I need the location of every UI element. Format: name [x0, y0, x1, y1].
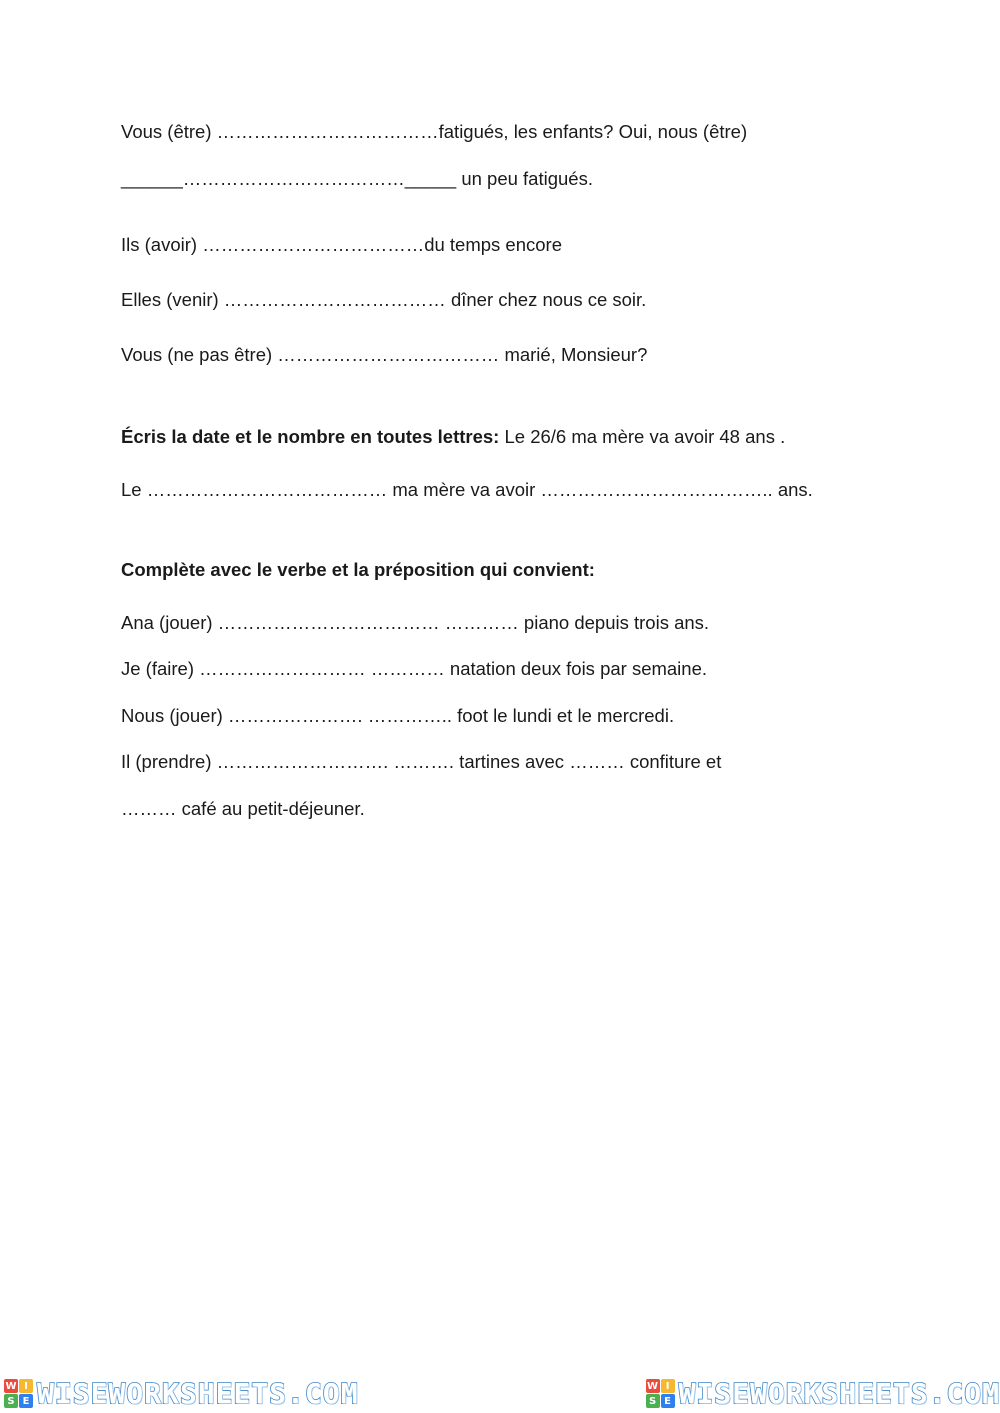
exercise-line-13: ……… café au petit-déjeuner.: [121, 798, 365, 819]
logo-badge-icon: [4, 1379, 33, 1408]
badge-letter: S: [4, 1394, 18, 1408]
wiseworksheets-logo: [0, 1374, 358, 1413]
exercise-line-3: Ils (avoir) ………………………………du temps encore: [121, 234, 563, 255]
exercise-line-2: ______………………………………_____ un peu fatigués.: [121, 168, 593, 189]
exercise-line-5: Vous (ne pas être) ……………………………… marié, Monsieur?: [121, 344, 648, 365]
logo-wordmark: WISEWORKSHEETS.COM: [678, 1377, 1000, 1410]
exercise-line-4: Elles (venir) ……………………………… dîner chez nous ce soir.: [121, 289, 647, 310]
preposition-instruction: [121, 558, 595, 582]
instruction-heading: Complète avec le verbe et la préposition qui convient:: [121, 559, 595, 580]
badge-letter: I: [661, 1379, 675, 1393]
date-instruction: Écris la date et le nombre en toutes lettres: Le 26/6 ma mère va avoir 48 ans .: [121, 426, 786, 447]
badge-letter: W: [647, 1380, 659, 1392]
badge-letter: E: [661, 1394, 675, 1408]
wiseworksheets-logo: [642, 1374, 1000, 1413]
badge-letter: S: [646, 1394, 660, 1408]
exercise-line-12: Il (prendre) ………………………. ………. tartines avec ……… confiture et: [121, 751, 722, 772]
badge-letter: E: [19, 1394, 33, 1408]
badge-letter: I: [19, 1379, 33, 1393]
exercise-line-11: Nous (jouer) …………………. ………….. foot le lundi et le mercredi.: [121, 705, 675, 726]
logo-wordmark: WISEWORKSHEETS.COM: [37, 1377, 359, 1410]
badge-letter: W: [5, 1380, 17, 1392]
date-answer-line: Le ………………………………… ma mère va avoir ……………………………….. ans.: [121, 479, 813, 500]
footer-watermark: [0, 1374, 1000, 1413]
exercise-line-9: Ana (jouer) ……………………………… ………… piano depuis trois ans.: [121, 612, 710, 633]
exercise-line-10: Je (faire) ……………………… ………… natation deux fois par semaine.: [121, 658, 708, 679]
exercise-line-1: Vous (être) ………………………………fatigués, les enfants? Oui, nous (être): [121, 121, 748, 142]
instruction-heading: Écris la date et le nombre en toutes lettres:: [121, 426, 500, 447]
logo-badge-icon: [646, 1379, 675, 1408]
